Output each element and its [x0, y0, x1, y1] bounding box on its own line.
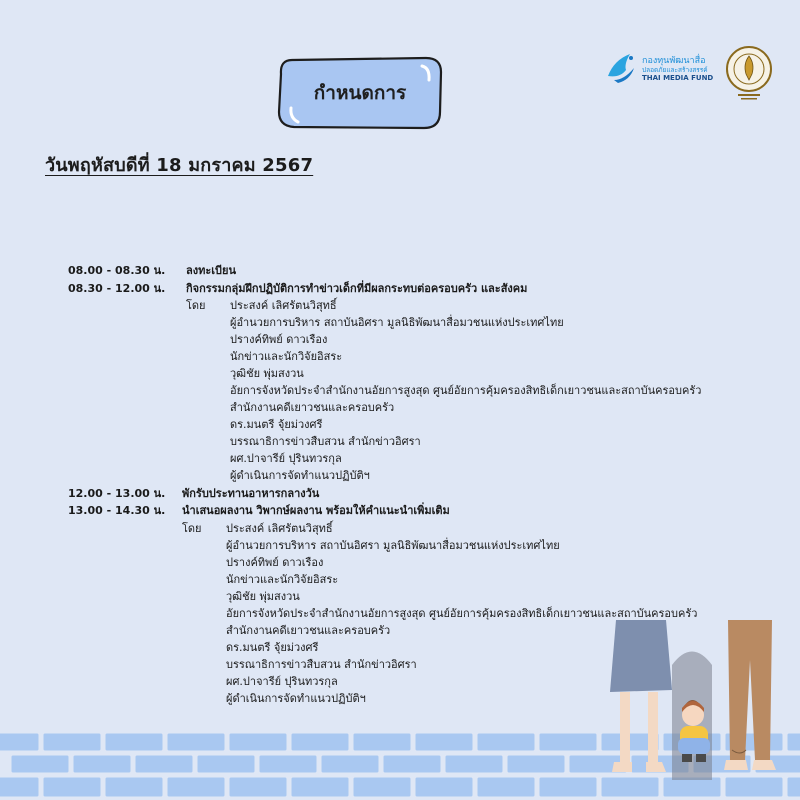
institute-seal-logo [724, 44, 774, 102]
session-title: นำเสนอผลงาน วิพากษ์ผลงาน พร้อมให้คำแนะนำเพิ่มเติม [182, 504, 450, 517]
family-illustration [600, 620, 800, 800]
session-time: 08.30 - 12.00 น. [68, 282, 166, 295]
speaker-line: วุฒิชัย พุ่มสงวน [226, 590, 300, 603]
logo-text-1: กองทุนพัฒนาสื่อ [642, 56, 706, 66]
speaker-line: ผู้ดำเนินการจัดทำแนวปฏิบัติฯ [230, 469, 370, 482]
session-title: กิจกรรมกลุ่มฝึกปฏิบัติการทำข่าวเด็กที่มีผลกระทบต่อครอบครัว และสังคม [186, 282, 528, 295]
speaker-line: บรรณาธิการข่าวสืบสวน สำนักข่าวอิศรา [226, 658, 417, 671]
speaker-line: อัยการจังหวัดประจำสำนักงานอัยการสูงสุด ศูนย์อัยการคุ้มครองสิทธิเด็กเยาวชนและสถาบันครอบครัว [226, 607, 698, 620]
logo-text-2: ปลอดภัยและสร้างสรรค์ [642, 66, 708, 74]
speaker-line: นักข่าวและนักวิจัยอิสระ [230, 350, 343, 363]
thai-media-fund-logo [604, 50, 716, 86]
session-title: ลงทะเบียน [186, 264, 236, 277]
speaker-line: สำนักงานคดีเยาวชนและครอบครัว [230, 401, 395, 414]
seal-icon [724, 44, 774, 102]
by-label: โดย [186, 299, 206, 312]
date-heading: วันพฤหัสบดีที่ 18 มกราคม 2567 [45, 155, 314, 176]
page-title: กำหนดการ [313, 82, 407, 104]
speaker-line: ผู้อำนวยการบริหาร สถาบันอิศรา มูลนิธิพัฒนาสื่อมวชนแห่งประเทศไทย [230, 316, 564, 329]
speaker-line: ผศ.ปาจารีย์ ปุรินทวรกุล [226, 675, 338, 688]
bird-logo-icon [604, 50, 640, 84]
speaker-line: ดร.มนตรี จุ้ยม่วงศรี [226, 641, 319, 654]
speaker-line: ประสงค์ เลิศรัตนวิสุทธิ์ [230, 299, 337, 312]
speaker-line: บรรณาธิการข่าวสืบสวน สำนักข่าวอิศรา [230, 435, 421, 448]
session-title: พักรับประทานอาหารกลางวัน [182, 487, 320, 500]
session-time: 12.00 - 13.00 น. [68, 487, 166, 500]
speaker-line: นักข่าวและนักวิจัยอิสระ [226, 573, 339, 586]
speaker-line: ดร.มนตรี จุ้ยม่วงศรี [230, 418, 323, 431]
speaker-line: ประสงค์ เลิศรัตนวิสุทธิ์ [226, 522, 333, 535]
by-label: โดย [182, 522, 202, 535]
title-badge [272, 52, 448, 134]
speaker-line: ผู้ดำเนินการจัดทำแนวปฏิบัติฯ [226, 692, 366, 705]
logo-text-3: THAI MEDIA FUND [642, 74, 714, 82]
speaker-line: ปรางค์ทิพย์ ดาวเรือง [226, 556, 324, 569]
adult-right-figure [724, 620, 776, 770]
speaker-line: ผู้อำนวยการบริหาร สถาบันอิศรา มูลนิธิพัฒนาสื่อมวชนแห่งประเทศไทย [226, 539, 560, 552]
session-time: 13.00 - 14.30 น. [68, 504, 166, 517]
speaker-line: อัยการจังหวัดประจำสำนักงานอัยการสูงสุด ศูนย์อัยการคุ้มครองสิทธิเด็กเยาวชนและสถาบันครอบครัว [230, 384, 702, 397]
speaker-line: ปรางค์ทิพย์ ดาวเรือง [230, 333, 328, 346]
speaker-line: ผศ.ปาจารีย์ ปุรินทวรกุล [230, 452, 342, 465]
adult-left-figure [610, 620, 672, 772]
speaker-line: สำนักงานคดีเยาวชนและครอบครัว [226, 624, 391, 637]
session-time: 08.00 - 08.30 น. [68, 264, 166, 277]
speaker-line: วุฒิชัย พุ่มสงวน [230, 367, 304, 380]
